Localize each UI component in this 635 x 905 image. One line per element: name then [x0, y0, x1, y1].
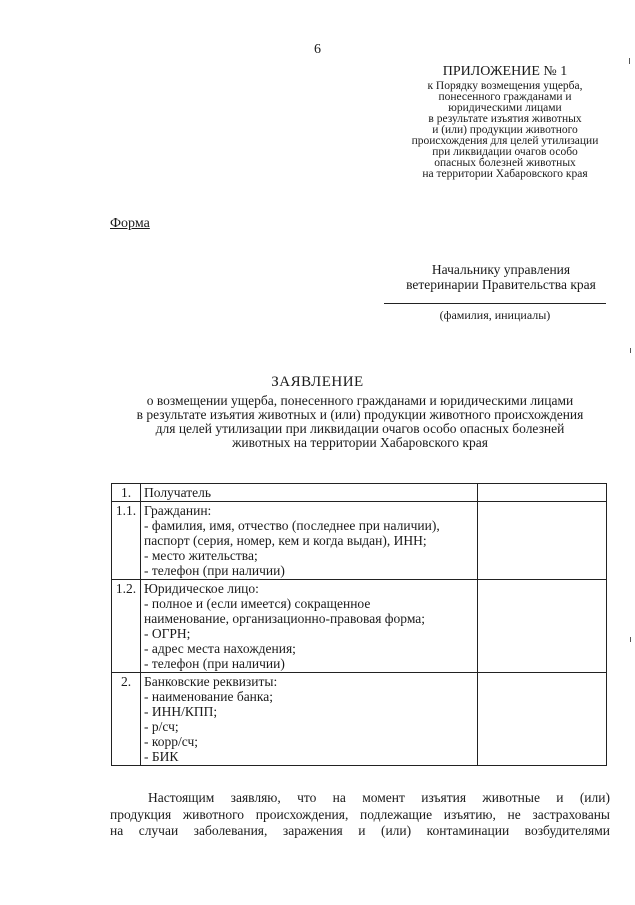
- declaration-line: Настоящим заявляю, что на момент изъятия животные и (или): [148, 790, 610, 805]
- row-line: Банковские реквизиты:: [144, 674, 278, 689]
- row-line: Получатель: [144, 485, 212, 500]
- appendix-line: и (или) продукции животного: [432, 124, 578, 136]
- row-number: 1.2.: [112, 580, 141, 673]
- subtitle-line: о возмещении ущерба, понесенного гражданами и юридическими лицами: [146, 393, 574, 408]
- row-number: 2.: [112, 673, 141, 766]
- row-line: - наименование банка;: [144, 689, 274, 704]
- row-value-cell[interactable]: [478, 484, 607, 502]
- requisites-table: [111, 483, 607, 766]
- row-line: Гражданин:: [144, 503, 212, 518]
- row-line: - БИК: [144, 749, 179, 764]
- row-line: - адрес места нахождения;: [144, 641, 296, 656]
- appendix-line: при ликвидации очагов особо: [432, 146, 578, 158]
- table-row: [112, 673, 607, 766]
- row-line: - р/сч;: [144, 719, 179, 734]
- row-line: - корр/сч;: [144, 734, 199, 749]
- row-line: наименование, организационно-правовая форма;: [144, 611, 426, 626]
- appendix-line: к Порядку возмещения ущерба,: [427, 80, 583, 92]
- row-number: 1.1.: [112, 502, 141, 580]
- form-label: Форма: [110, 216, 150, 231]
- row-line: - место жительства;: [144, 548, 258, 563]
- appendix-header: [380, 64, 630, 180]
- appendix-title: ПРИЛОЖЕНИЕ № 1: [442, 64, 568, 79]
- scan-mark: [630, 348, 631, 353]
- signature-caption: (фамилия, инициалы): [439, 308, 551, 322]
- subtitle-line: для целей утилизации при ликвидации очагов особо опасных болезней: [155, 421, 565, 436]
- row-line: - телефон (при наличии): [144, 656, 285, 671]
- appendix-line: опасных болезней животных: [434, 157, 576, 169]
- table-row: [112, 502, 607, 580]
- row-line: - ИНН/КПП;: [144, 704, 218, 719]
- row-value-cell[interactable]: [478, 580, 607, 673]
- addressee-line: ветеринарии Правительства края: [406, 277, 596, 292]
- declaration-line: продукция животного происхождения, подлежащие изъятию, не застрахованы: [110, 806, 610, 822]
- page-number: 6: [314, 42, 321, 57]
- document-title: ЗАЯВЛЕНИЕ: [271, 374, 364, 390]
- row-line: паспорт (серия, номер, кем и когда выдан), ИНН;: [144, 533, 427, 548]
- table-row: [112, 580, 607, 673]
- declaration-line: на случаи заболевания, заражения и (или) контаминации возбудителями: [110, 823, 610, 838]
- document-subtitle: [100, 394, 620, 450]
- addressee-line: Начальнику управления: [431, 262, 571, 277]
- row-description: [141, 673, 478, 766]
- row-description: [141, 484, 478, 502]
- appendix-line: происхождения для целей утилизации: [411, 135, 599, 147]
- addressee-block: [385, 262, 617, 292]
- appendix-line: на территории Хабаровского края: [422, 168, 588, 180]
- subtitle-line: в результате изъятия животных и (или) продукции животного происхождения: [136, 407, 584, 422]
- row-line: - фамилия, имя, отчество (последнее при наличии),: [144, 518, 440, 533]
- scan-mark: [630, 637, 631, 642]
- declaration-paragraph: [110, 790, 610, 840]
- appendix-line: в результате изъятия животных: [428, 113, 582, 125]
- scan-mark: [629, 58, 630, 64]
- row-value-cell[interactable]: [478, 502, 607, 580]
- row-description: [141, 580, 478, 673]
- subtitle-line: животных на территории Хабаровского края: [232, 435, 488, 450]
- row-description: [141, 502, 478, 580]
- row-line: - полное и (если имеется) сокращенное: [144, 596, 371, 611]
- appendix-line: понесенного гражданами и: [438, 91, 572, 103]
- row-line: - телефон (при наличии): [144, 563, 285, 578]
- row-line: Юридическое лицо:: [144, 581, 259, 596]
- signature-line: [384, 303, 606, 304]
- row-value-cell[interactable]: [478, 673, 607, 766]
- table-row: [112, 484, 607, 502]
- appendix-line: юридическими лицами: [448, 102, 562, 114]
- row-line: - ОГРН;: [144, 626, 191, 641]
- row-number: 1.: [112, 484, 141, 502]
